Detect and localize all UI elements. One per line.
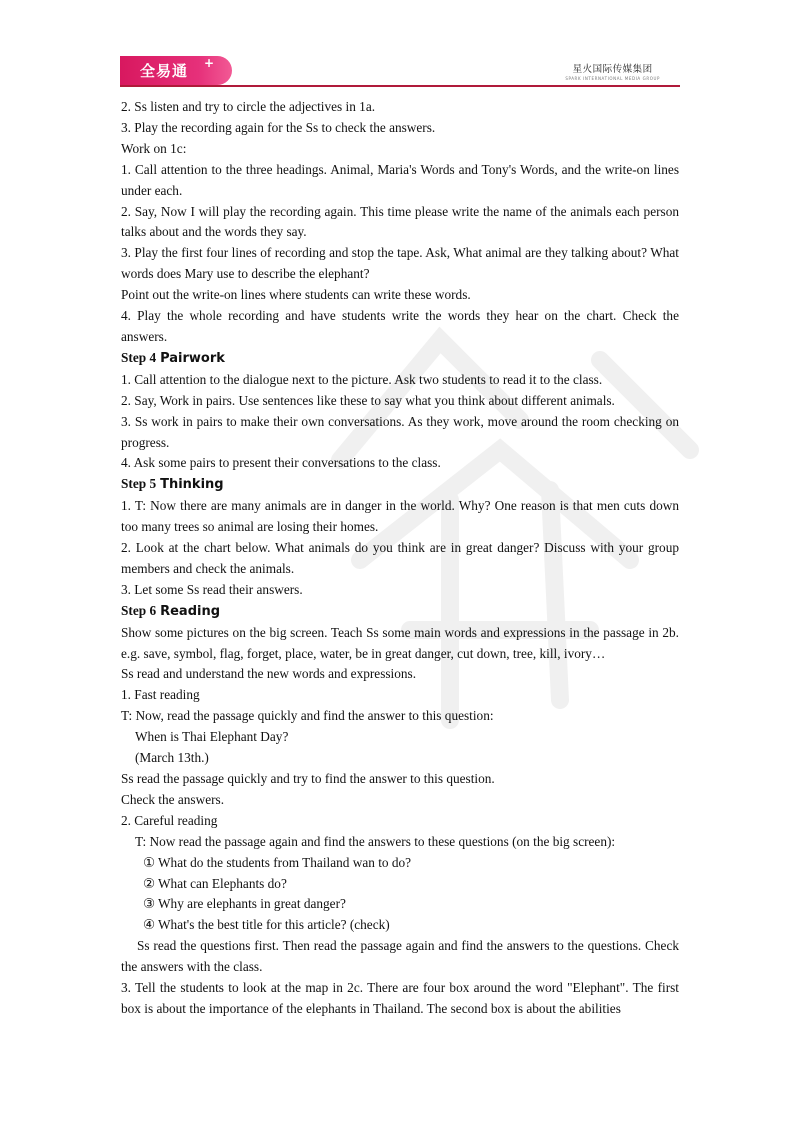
paragraph: T: Now read the passage again and find the answers to these questions (on the big screen): [135, 833, 616, 849]
paragraph: 3. Let some Ss read their answers. [121, 581, 303, 597]
step-number: Step 5 [121, 476, 157, 492]
step-label: Pairwork [160, 350, 225, 366]
question-item: ③ Why are elephants in great danger? [143, 896, 346, 912]
paragraph: Work on 1c: [121, 140, 187, 156]
paragraph: 2. Look at the chart below. What animals do you think are in great danger? Discuss with your group members and check the animals. [121, 540, 679, 576]
question-item: ① What do the students from Thailand wan to do? [143, 854, 412, 870]
document-body [121, 97, 679, 1020]
paragraph: Ss read and understand the new words and expressions. [121, 666, 417, 682]
step-number: Step 6 [121, 602, 157, 618]
paragraph: Ss read the questions first. Then read the passage again and find the answers to the questions. Check the answers with the class. [121, 938, 679, 975]
paragraph: T: Now, read the passage quickly and find the answer to this question: [121, 708, 494, 724]
question-item: ② What can Elephants do? [143, 875, 287, 891]
publisher-brand [565, 61, 660, 81]
paragraph: 4. Ask some pairs to present their conversations to the class. [121, 455, 441, 471]
paragraph: Ss read the passage quickly and try to find the answer to this question. [121, 771, 495, 786]
logo-text: 全易通 [140, 62, 189, 80]
question-item: ④ What's the best title for this article? (check) [143, 917, 390, 933]
question-line: When is Thai Elephant Day? [135, 729, 289, 745]
paragraph: 1. T: Now there are many animals are in danger in the world. Why? One reason is that men cuts down too many trees so animal are losing their homes. [121, 498, 679, 535]
paragraph: 2. Careful reading [121, 812, 218, 828]
publisher-name: 星火国际传媒集团 [572, 64, 653, 75]
paragraph: 3. Ss work in pairs to make their own conversations. As they work, move around the room checking on progress. [121, 413, 679, 450]
paragraph: 2. Say, Work in pairs. Use sentences like these to say what you think about different animals. [121, 392, 615, 408]
step-label: Reading [160, 603, 221, 619]
paragraph: Point out the write-on lines where students can write these words. [121, 287, 471, 303]
paragraph: 1. Call attention to the three headings. Animal, Maria's Words and Tony's Words, and the write-on lines under each. [121, 161, 679, 198]
step-number: Step 4 [121, 349, 157, 365]
brand-logo [120, 56, 232, 85]
paragraph: 3. Tell the students to look at the map in 2c. There are four box around the word "Elephant". The first box is about the importance of the elephants in Thailand. The second box is about the abilities [121, 980, 679, 1016]
paragraph: 3. Play the recording again for the Ss to check the answers. [121, 119, 436, 135]
paragraph: Show some pictures on the big screen. Teach Ss some main words and expressions in the passage in 2b. e.g. save, symbol, flag, forget, place, water, be in great danger, cut down, tree, kill, ivory… [121, 624, 679, 661]
paragraph: 2. Ss listen and try to circle the adjectives in 1a. [121, 99, 376, 114]
step-4-heading [121, 348, 679, 370]
paragraph: Check the answers. [121, 791, 225, 807]
paragraph: 1. Call attention to the dialogue next to the picture. Ask two students to read it to the class. [121, 371, 603, 387]
step-5-heading [121, 474, 679, 496]
step-6-heading [121, 601, 679, 623]
logo-plus: + [204, 56, 215, 70]
paragraph: 1. Fast reading [121, 687, 200, 703]
page-header [120, 56, 680, 88]
paragraph: 4. Play the whole recording and have students write the words they hear on the chart. Check the answers. [121, 308, 679, 344]
publisher-name-en: SPARK INTERNATIONAL MEDIA GROUP [565, 76, 660, 81]
header-divider [120, 85, 680, 87]
answer-line: (March 13th.) [135, 750, 209, 766]
step-label: Thinking [160, 477, 224, 493]
paragraph: 3. Play the first four lines of recording and stop the tape. Ask, What animal are they talking about? What words does Mary use to describe the elephant? [121, 245, 679, 282]
paragraph: 2. Say, Now I will play the recording again. This time please write the name of the animals each person talks about and the words they say. [121, 203, 679, 240]
